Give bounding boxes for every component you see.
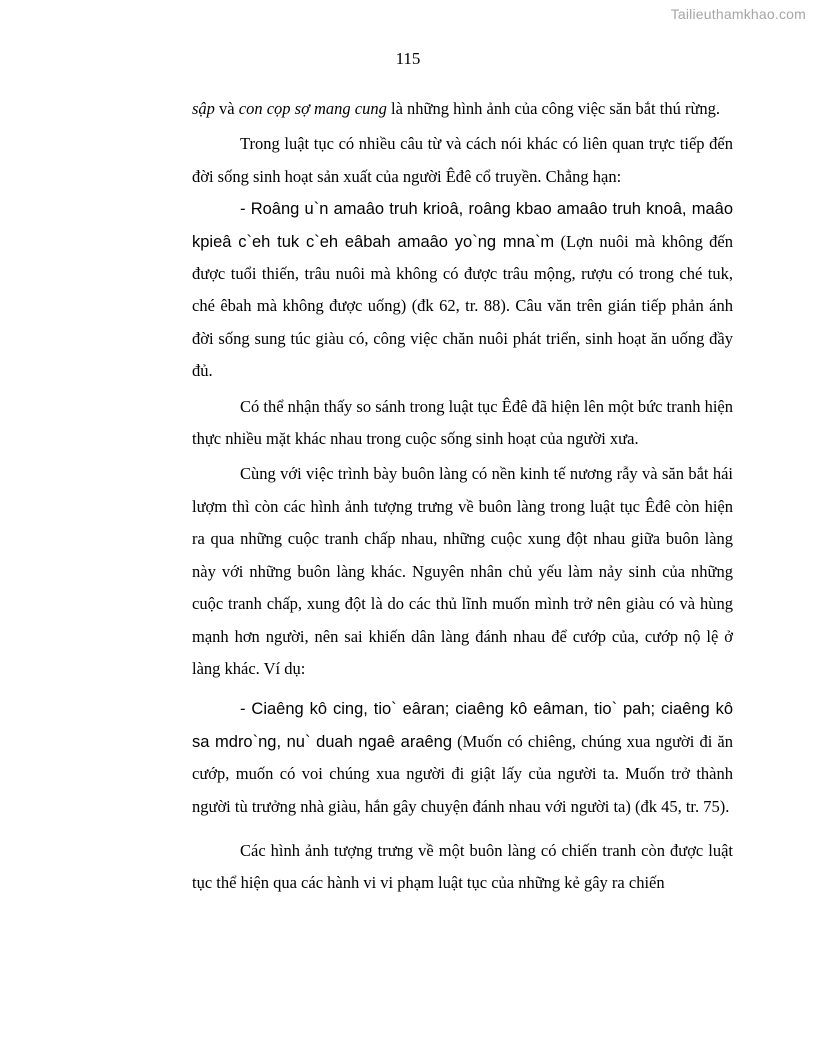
text-segment: là những hình ảnh của công việc săn bắt thú rừng. [386,99,721,118]
translation-text: (Lợn nuôi mà không đến được tuổi thiến, trâu nuôi mà không có được trâu mộng, rượu có trong ché tuk, ché êbah mà không được uống) (đk 62, tr. 88). Câu văn trên gián tiếp phản ánh đời sống sung túc giàu có, công việc chăn nuôi phát triển, sinh hoạt ăn uống đầy đủ. [192,231,733,381]
watermark: Tailieuthamkhao.com [670,6,806,22]
paragraph-2: Trong luật tục có nhiều câu từ và cách nói khác có liên quan trực tiếp đến đời sống sinh hoạt sản xuất của người Êđê cổ truyền. Chẳng hạn: [192,134,733,186]
ede-quote: - Roâng u`n amaâo truh krioâ, roâng kbao amaâo truh knoâ, maâo kpieâ c`eh tuk c`eh eâbah amaâo yo`ng mna`m [192,200,733,251]
text-segment: và [214,99,239,118]
italic-phrase-sap: sập [192,99,215,118]
italic-phrase-con-cop: con cọp sợ mang cung [238,99,387,118]
document-body [192,93,733,900]
paragraph-4: Có thể nhận thấy so sánh trong luật tục Êđê đã hiện lên một bức tranh hiện thực nhiều mặt khác nhau trong cuộc sống sinh hoạt của người xưa. [192,396,733,449]
paragraph-5: Cùng với việc trình bày buôn làng có nền kinh tế nương rẫy và săn bắt hái lượm thì còn các hình ảnh tượng trưng về buôn làng trong luật tục Êđê còn hiện ra qua những cuộc tranh chấp nhau, những cuộc xung đột nhau giữa buôn làng này với những buôn làng khác. Nguyên nhân chủ yếu làm nảy sinh của những cuộc tranh chấp, xung đột là do các thủ lĩnh muốn mình trở nên giàu có và hùng mạnh hơn người, nên sai khiến dân làng đánh nhau để cướp của, cướp nộ lệ ở làng khác. Ví dụ: [192,464,733,678]
ede-quote: - Ciaêng kô cing, tio` eâran; ciaêng kô eâman, tio` pah; ciaêng kô sa mdro`ng, nu` duah ngaê araêng [192,700,733,751]
page-number: 115 [395,49,421,68]
paragraph-6-quote [192,693,733,823]
translation-text: (Muốn có chiêng, chúng xua người đi ăn cướp, muốn có voi chúng xua người đi giật lấy của người ta. Muốn trở thành người tù trưởng nhà giàu, hắn gây chuyện đánh nhau với người ta) (đk 45, tr. 75). [192,731,733,816]
paragraph-3-quote [192,193,733,387]
paragraph-1 [192,93,733,125]
paragraph-7: Các hình ảnh tượng trưng về một buôn làng có chiến tranh còn được luật tục thể hiện qua các hành vi vi phạm luật tục của những kẻ gây ra chiến [192,840,733,893]
